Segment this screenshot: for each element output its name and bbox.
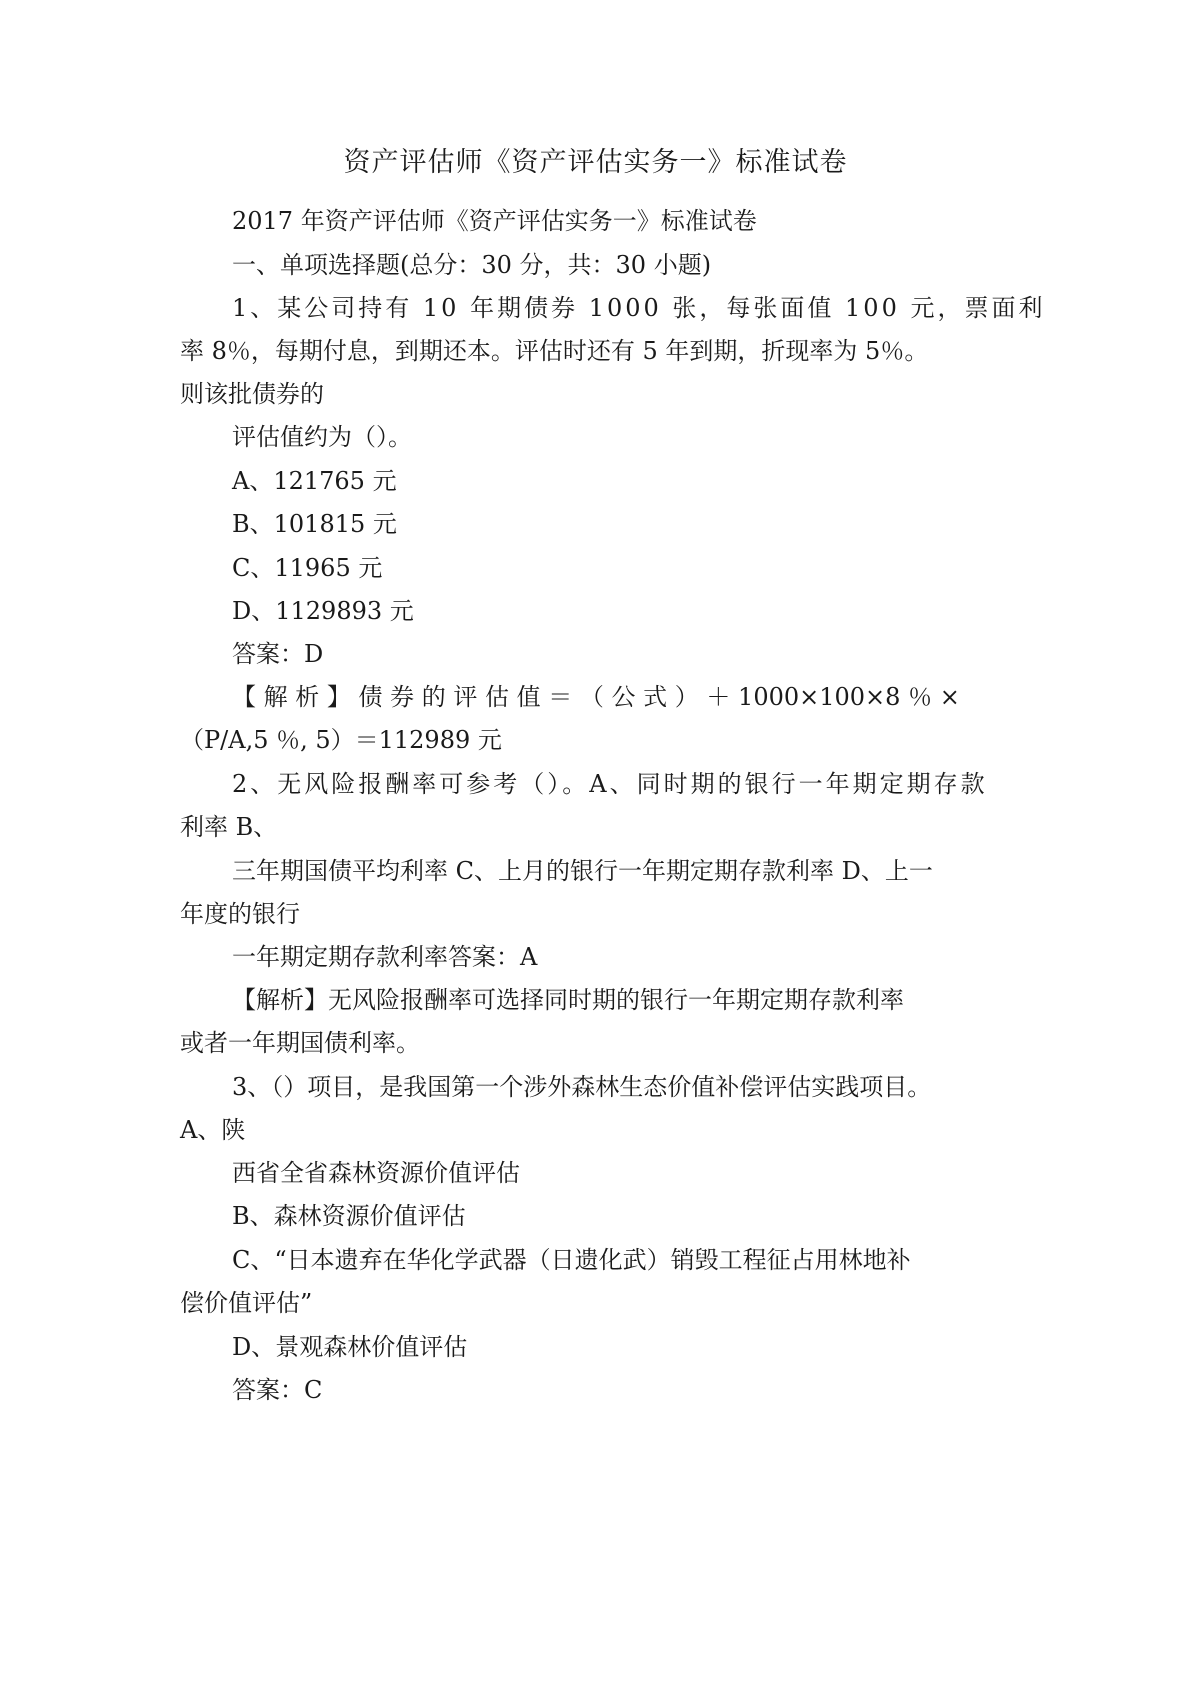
question-2-line-4: 年度的银行	[180, 900, 300, 928]
question-1-option-a: A、121765 元	[232, 467, 397, 495]
question-1-option-d: D、1129893 元	[232, 597, 414, 625]
question-2-line-3: 三年期国债平均利率 C、上月的银行一年期定期存款利率 D、上一	[232, 857, 933, 885]
subtitle-line: 2017 年资产评估师《资产评估实务一》标准试卷	[232, 207, 757, 235]
question-1-analysis-line-1: 【 解 析 】 债 券 的 评 估 值 ＝ （ 公 式 ） ＋ 1000×100×8 ％ ×	[232, 683, 960, 711]
question-3-line-1: 3、（）项目，是我国第一个涉外森林生态价值补偿评估实践项目。	[232, 1073, 932, 1101]
question-1-option-c: C、11965 元	[232, 554, 383, 582]
question-3-option-b: B、森林资源价值评估	[232, 1202, 466, 1230]
document-title: 资产评估师《资产评估实务一》标准试卷	[343, 147, 848, 178]
question-1-line-4: 评估值约为（）。	[232, 423, 412, 451]
question-3-answer: 答案：C	[232, 1376, 323, 1404]
question-1-line-1: 1、某公司持有 10 年期债券 1000 张，每张面值 100 元，票面利	[232, 294, 1046, 322]
question-2-analysis-line-2: 或者一年期国债利率。	[180, 1029, 420, 1057]
question-3-line-2: A、陕	[180, 1116, 246, 1144]
question-1-line-2: 率 8％，每期付息，到期还本。评估时还有 5 年到期，折现率为 5％。	[180, 337, 929, 365]
question-2-line-2: 利率 B、	[180, 813, 278, 841]
question-1-option-b: B、101815 元	[232, 510, 397, 538]
question-2-line-1: 2、无风险报酬率可参考（）。A、同时期的银行一年期定期存款	[232, 770, 988, 798]
section-heading: 一、单项选择题(总分：30 分，共：30 小题)	[232, 251, 712, 279]
question-1-answer: 答案：D	[232, 640, 324, 668]
question-3-option-c-line-2: 偿价值评估”	[180, 1289, 313, 1317]
question-1-analysis-line-2: （P/A,5 ％, 5）＝112989 元	[180, 726, 502, 754]
question-2-analysis-line-1: 【解析】无风险报酬率可选择同时期的银行一年期定期存款利率	[232, 986, 904, 1014]
question-3-option-a-cont: 西省全省森林资源价值评估	[232, 1159, 520, 1187]
question-3-option-c-line-1: C、“日本遗弃在华化学武器（日遗化武）销毁工程征占用林地补	[232, 1246, 911, 1274]
question-3-option-d: D、景观森林价值评估	[232, 1333, 468, 1361]
question-2-answer: 一年期定期存款利率答案：A	[232, 943, 538, 971]
question-1-line-3: 则该批债券的	[180, 380, 324, 408]
